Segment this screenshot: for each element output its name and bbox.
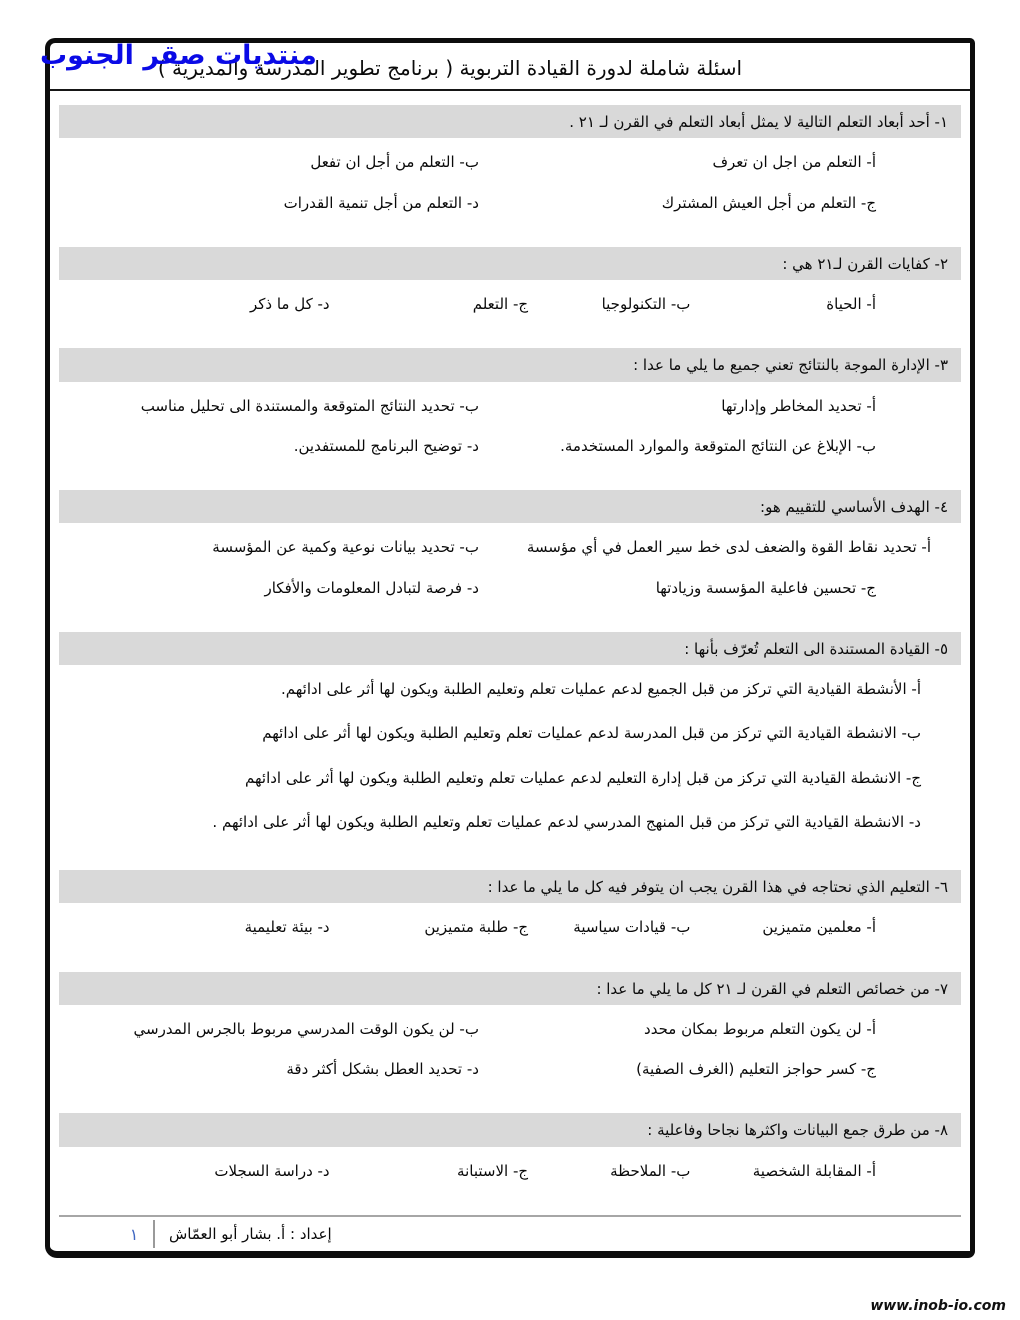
question-header: ٢- كفايات القرن لـ٢١ هي :	[59, 247, 961, 280]
forum-watermark-link[interactable]: منتديات صقر الجنوب	[40, 40, 317, 71]
options-row	[59, 578, 961, 598]
options-row	[59, 436, 961, 456]
answer-option: أ- الحياة	[826, 295, 876, 313]
answer-option: ج- تحسين فاعلية المؤسسة وزيادتها	[655, 578, 876, 597]
answer-option: د- بيئة تعليمية	[244, 918, 330, 937]
answer-option: أ- المقابلة الشخصية	[752, 1161, 876, 1180]
question-header: ٧- من خصائص التعلم في القرن لـ ٢١ كل ما يلي ما عدا :	[59, 972, 961, 1005]
options-row	[59, 537, 961, 557]
document-title: اسئلة شاملة لدورة القيادة التربوية ( برنامج تطوير المدرسة والمديرية )	[50, 43, 970, 91]
answer-option: ب- التعلم من أجل ان تفعل	[310, 153, 479, 172]
answer-option: ب- قيادات سياسية	[573, 918, 691, 937]
question-6	[59, 856, 961, 958]
options-row	[59, 1019, 961, 1039]
question-7	[59, 958, 961, 1100]
answer-option: ب- الملاحظة	[610, 1161, 691, 1180]
options-row	[59, 1161, 961, 1181]
question-header: ٥- القيادة المستندة الى التعلم تُعرّف بأنها :	[59, 632, 961, 665]
question-header: ٤- الهدف الأساسي للتقييم هو:	[59, 490, 961, 523]
question-5	[59, 618, 961, 856]
answer-option: ج- كسر حواجز التعليم (الغرف الصفية)	[636, 1060, 876, 1078]
options-row	[59, 193, 961, 213]
answer-option: ب- الإبلاغ عن النتائج المتوقعة والموارد المستخدمة.	[560, 436, 876, 455]
answer-option: ج- التعلم من أجل العيش المشترك	[661, 193, 876, 212]
options-row	[59, 396, 961, 416]
answer-option: د- دراسة السجلات	[214, 1161, 330, 1180]
answer-option: د- التعلم من أجل تنمية القدرات	[283, 193, 479, 212]
answer-option: ب- تحديد النتائج المتوقعة والمستندة الى تحليل مناسب	[140, 396, 479, 415]
options-row	[59, 917, 961, 937]
answer-option: ج- الاستبانة	[457, 1161, 529, 1180]
answer-option: ج- طلبة متميزين	[424, 918, 529, 937]
answer-option: ب- تحديد بيانات نوعية وكمية عن المؤسسة	[212, 538, 479, 557]
answer-option: ج- التعلم	[472, 295, 529, 313]
question-header: ٣- الإدارة الموجة بالنتائج تعني جميع ما يلي ما عدا :	[59, 348, 961, 381]
question-header: ٨- من طرق جمع البيانات واكثرها نجاحا وفاعلية :	[59, 1113, 961, 1146]
page-number: ١	[129, 1224, 139, 1244]
answer-option: ب- لن يكون الوقت المدرسي مربوط بالجرس المدرسي	[133, 1019, 479, 1038]
question-3	[59, 334, 961, 476]
answer-option: د- كل ما ذكر	[250, 295, 330, 313]
question-header: ١- أحد أبعاد التعلم التالية لا يمثل أبعاد التعلم في القرن لـ ٢١ .	[59, 105, 961, 138]
page-border-frame	[45, 38, 975, 1258]
website-url-watermark[interactable]: www.inob-io.com	[870, 1298, 1006, 1314]
answer-option: د- الانشطة القيادية التي تركز من قبل المنهج المدرسي لدعم عمليات تعلم وتعليم الطلبة ويكون لها أثر على ادائهم .	[212, 812, 921, 831]
answer-option: ب- الانشطة القيادية التي تركز من قبل المدرسة لدعم عمليات تعلم وتعليم الطلبة ويكون لها أثر على ادائهم	[262, 724, 921, 743]
answer-option: أ- تحديد نقاط القوة والضعف لدى خط سير العمل في أي مؤسسة	[526, 538, 931, 557]
answer-option: ب- التكنولوجيا	[601, 295, 691, 313]
answer-option: أ- لن يكون التعلم مربوط بمكان محدد	[644, 1019, 876, 1038]
answer-option: ج- الانشطة القيادية التي تركز من قبل إدارة التعليم لدعم عمليات تعلم وتعليم الطلبة ويكون لها أثر على ادائهم	[245, 768, 921, 787]
answer-option: أ- التعلم من اجل ان تعرف	[712, 153, 876, 172]
questions-list	[50, 91, 970, 1251]
question-header: ٦- التعليم الذي نحتاجه في هذا القرن يجب ان يتوفر فيه كل ما يلي ما عدا :	[59, 870, 961, 903]
answer-option: د- تحديد العطل بشكل أكثر دقة	[286, 1060, 479, 1078]
prepared-by-text: إعداد : أ. بشار أبو العمّاش	[169, 1225, 332, 1243]
answer-option: أ- الأنشطة القيادية التي تركز من قبل الجميع لدعم عمليات تعلم وتعليم الطلبة ويكون لها أثر على ادائهم.	[281, 680, 921, 698]
answer-option: د- فرصة لتبادل المعلومات والأفكار	[264, 578, 479, 597]
question-8	[59, 1099, 961, 1201]
question-2	[59, 233, 961, 335]
answer-option: أ- تحديد المخاطر وإدارتها	[721, 396, 876, 415]
options-row	[59, 152, 961, 172]
answer-option: أ- معلمين متميزين	[762, 918, 876, 937]
question-1	[59, 99, 961, 233]
options-row	[59, 1059, 961, 1079]
question-4	[59, 476, 961, 618]
options-row	[59, 294, 961, 314]
page-footer	[59, 1215, 961, 1251]
answer-option: د- توضيح البرنامج للمستفدين.	[293, 436, 479, 455]
